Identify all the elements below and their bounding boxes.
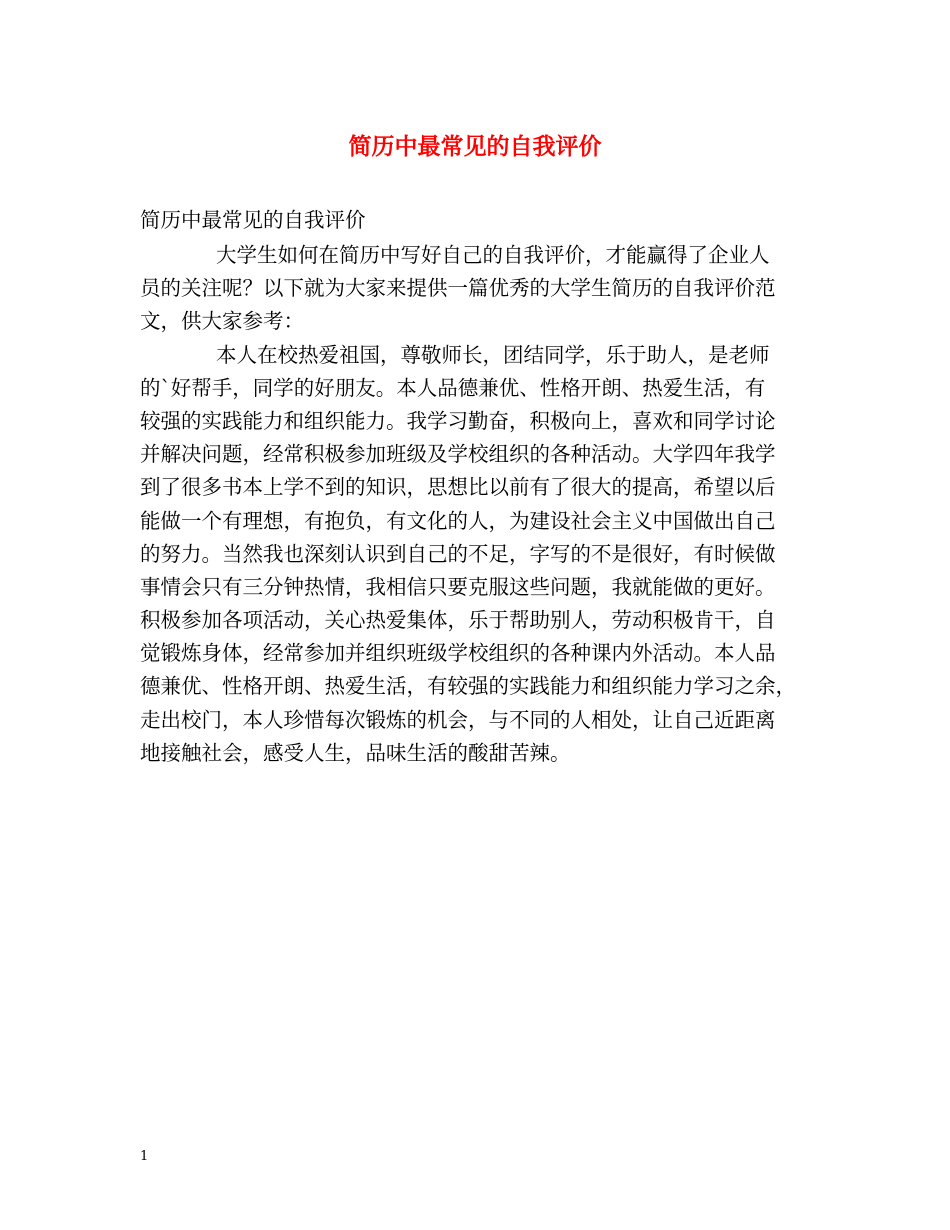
paragraph-2-line-1: 本人在校热爱祖国，尊敬师长，团结同学，乐于助人，是老师 <box>216 342 770 367</box>
document-subtitle: 简历中最常见的自我评价 <box>140 208 366 232</box>
paragraph-2-line-7: 的努力。当然我也深刻认识到自己的不足，字写的不是很好，有时候做 <box>140 541 776 566</box>
paragraph-2-line-13: 地接触社会，感受人生，品味生活的酸甜苦辣。 <box>140 740 571 765</box>
page-number: 1 <box>140 1149 149 1164</box>
paragraph-2-line-11: 德兼优、性格开朗、热爱生活，有较强的实践能力和组织能力学习之余， <box>140 674 796 699</box>
document-body <box>140 239 840 770</box>
paragraph-2-line-8: 事情会只有三分钟热情，我相信只要克服这些问题，我就能做的更好。 <box>140 574 776 599</box>
paragraph-2-line-5: 到了很多书本上学不到的知识，思想比以前有了很大的提高，希望以后 <box>140 475 776 500</box>
paragraph-1-line-2: 员的关注呢？以下就为大家来提供一篇优秀的大学生简历的自我评价范 <box>140 276 776 301</box>
paragraph-2-line-9: 积极参加各项活动，关心热爱集体，乐于帮助别人，劳动积极肯干，自 <box>140 608 776 633</box>
paragraph-2-line-3: 较强的实践能力和组织能力。我学习勤奋，积极向上，喜欢和同学讨论 <box>140 408 776 433</box>
paragraph-2-line-2: 的`好帮手，同学的好朋友。本人品德兼优、性格开朗、热爱生活，有 <box>140 375 766 400</box>
paragraph-2-line-4: 并解决问题，经常积极参加班级及学校组织的各种活动。大学四年我学 <box>140 442 776 467</box>
paragraph-2-line-10: 觉锻炼身体，经常参加并组织班级学校组织的各种课内外活动。本人品 <box>140 641 776 666</box>
paragraph-1-line-1: 大学生如何在简历中写好自己的自我评价，才能赢得了企业人 <box>216 243 770 267</box>
paragraph-1-line-3: 文，供大家参考： <box>140 309 304 334</box>
document-title: 简历中最常见的自我评价 <box>348 133 602 160</box>
paragraph-2-line-12: 走出校门，本人珍惜每次锻炼的机会，与不同的人相处，让自己近距离 <box>140 707 776 732</box>
paragraph-2-line-6: 能做一个有理想，有抱负，有文化的人，为建设社会主义中国做出自己 <box>140 508 776 533</box>
